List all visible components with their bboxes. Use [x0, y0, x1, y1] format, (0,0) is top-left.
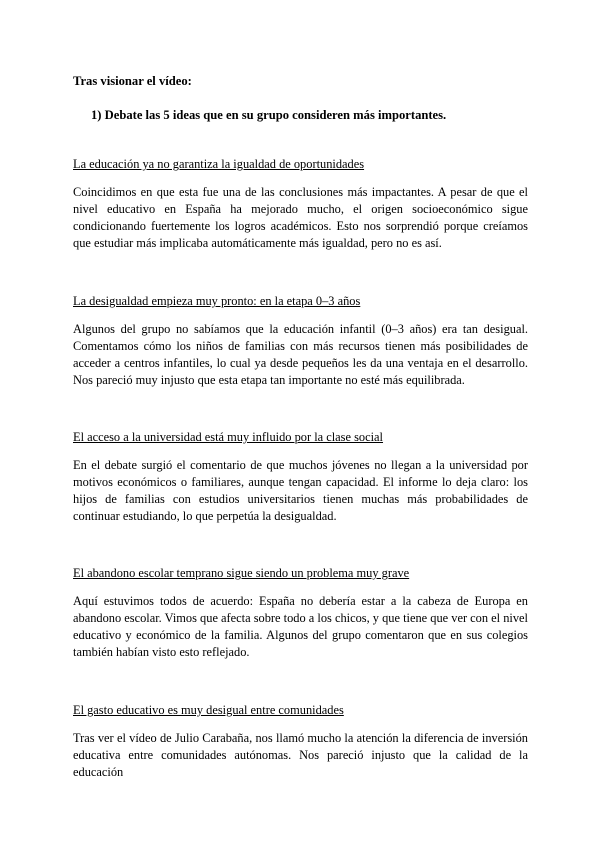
section-body: Aquí estuvimos todos de acuerdo: España no debería estar a la cabeza de Europa en abandono escolar. Vimos que afecta sobre todo a los chicos, y que tiene que ver con el nivel educativo y económico de la familia. Algunos del grupo comentaron que en sus colegios también habían visto esto reflejado. — [73, 594, 528, 659]
section-body: Coincidimos en que esta fue una de las conclusiones más impactantes. A pesar de que el nivel educativo en España ha mejorado mucho, el origen socioeconómico sigue condicionando fuertemente los logros académicos. Esto nos sorprendió porque creíamos que estudiar más implicaba automáticamente más igualdad, pero no es así. — [73, 185, 528, 250]
section-title: El acceso a la universidad está muy influido por la clase social — [73, 430, 384, 444]
section-body: En el debate surgió el comentario de que muchos jóvenes no llegan a la universidad por motivos económicos o familiares, aunque tengan capacidad. El informe lo deja claro: los hijos de familias con estudios universitarios tienen muchas más probabilidades de continuar estudiando, lo que perpetúa la desigualdad. — [73, 458, 528, 523]
section-1 — [73, 156, 528, 252]
section-5 — [73, 702, 528, 781]
section-body: Tras ver el vídeo de Julio Carabaña, nos llamó mucho la atención la diferencia de inversión educativa entre comunidades autónomas. Nos pareció injusto que la calidad de la educación — [73, 731, 528, 779]
section-title: La educación ya no garantiza la igualdad de oportunidades — [73, 157, 365, 171]
section-3 — [73, 429, 528, 525]
section-4 — [73, 565, 528, 661]
question-text: 1) Debate las 5 ideas que en su grupo consideren más importantes. — [91, 108, 447, 122]
document-heading: Tras visionar el vídeo: — [73, 74, 192, 88]
section-title: La desigualdad empieza muy pronto: en la etapa 0–3 años — [73, 294, 361, 308]
section-title: El abandono escolar temprano sigue siendo un problema muy grave — [73, 566, 410, 580]
section-body: Algunos del grupo no sabíamos que la educación infantil (0–3 años) era tan desigual. Comentamos cómo los niños de familias con más recursos tienen más posibilidades de acceder a centros infantiles, lo cual ya desde pequeños les da una ventaja en el desarrollo. Nos pareció muy injusto que esta etapa tan importante no esté más equilibrada. — [73, 322, 528, 387]
section-2 — [73, 293, 528, 389]
section-title: El gasto educativo es muy desigual entre comunidades — [73, 703, 344, 717]
